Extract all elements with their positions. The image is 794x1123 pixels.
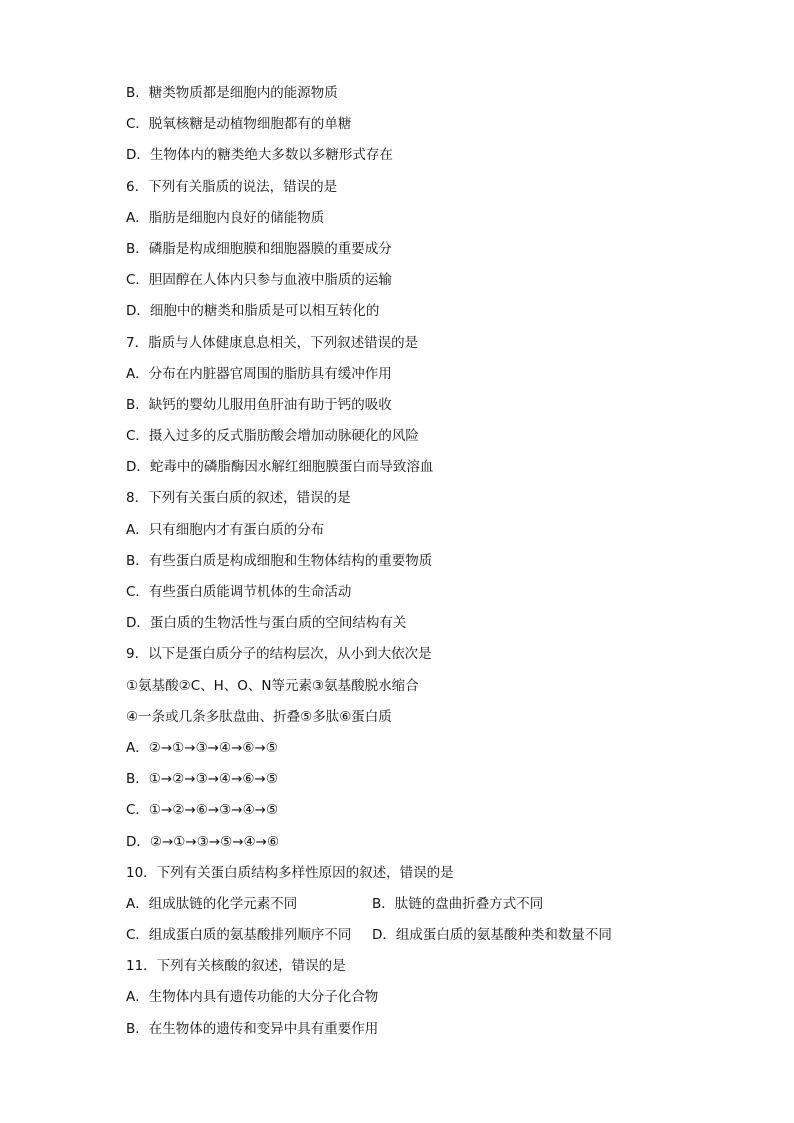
question-9-stem: 9．以下是蛋白质分子的结构层次，从小到大依次是 [126,646,432,663]
option-c: C．组成蛋白质的氨基酸排列顺序不同 [126,927,352,944]
option-b: B．肽链的盘曲折叠方式不同 [372,895,544,912]
text-line: D．细胞中的糖类和脂质是可以相互转化的 [126,303,380,320]
text-line: C．①→②→⑥→③→④→⑤ [126,802,279,819]
text-line: A．分布在内脏器官周围的脂肪具有缓冲作用 [126,365,392,382]
question-10-options-row-2 [126,920,686,951]
text-line: C．有些蛋白质能调节机体的生命活动 [126,584,352,600]
text-line: B．①→②→③→④→⑥→⑤ [126,771,278,788]
text-line: D．生物体内的糖类绝大多数以多糖形式存在 [126,147,393,164]
question-10-options-row-1 [126,889,686,920]
text-line: A．②→①→③→④→⑥→⑤ [126,739,278,756]
exam-page [126,78,686,1045]
text-line: B．在生物体的遗传和变异中具有重要作用 [126,1020,379,1037]
question-10-stem: 10．下列有关蛋白质结构多样性原因的叙述，错误的是 [126,864,454,881]
text-line: A．脂肪是细胞内良好的储能物质 [126,209,325,226]
text-line: B．缺钙的婴幼儿服用鱼肝油有助于钙的吸收 [126,396,392,413]
text-line: A．生物体内具有遗传功能的大分子化合物 [126,989,379,1006]
text-line: C．胆固醇在人体内只参与血液中脂质的运输 [126,272,392,289]
option-a: A．组成肽链的化学元素不同 [126,895,298,912]
text-line: D．②→①→③→⑤→④→⑥ [126,833,280,850]
text-line: A．只有细胞内才有蛋白质的分布 [126,521,325,538]
question-6-stem: 6．下列有关脂质的说法，错误的是 [126,178,338,195]
text-line: B．有些蛋白质是构成细胞和生物体结构的重要物质 [126,552,433,569]
text-line: D．蛇毒中的磷脂酶因水解红细胞膜蛋白而导致溶血 [126,459,434,476]
text-line: D．蛋白质的生物活性与蛋白质的空间结构有关 [126,615,407,632]
text-line: B．磷脂是构成细胞膜和细胞器膜的重要成分 [126,240,392,257]
option-d: D．组成蛋白质的氨基酸种类和数量不同 [372,927,612,944]
text-line: C．摄入过多的反式脂肪酸会增加动脉硬化的风险 [126,428,419,445]
text-line: ④一条或几条多肽盘曲、折叠⑤多肽⑥蛋白质 [126,708,392,725]
question-11-stem: 11．下列有关核酸的叙述，错误的是 [126,958,346,975]
text-line: C．脱氧核糖是动植物细胞都有的单糖 [126,116,352,133]
question-7-stem: 7．脂质与人体健康息息相关，下列叙述错误的是 [126,334,419,351]
question-8-stem: 8．下列有关蛋白质的叙述，错误的是 [126,490,351,507]
text-line: ①氨基酸②C、H、O、N等元素③氨基酸脱水缩合 [126,677,419,694]
text-line: B．糖类物质都是细胞内的能源物质 [126,85,338,101]
